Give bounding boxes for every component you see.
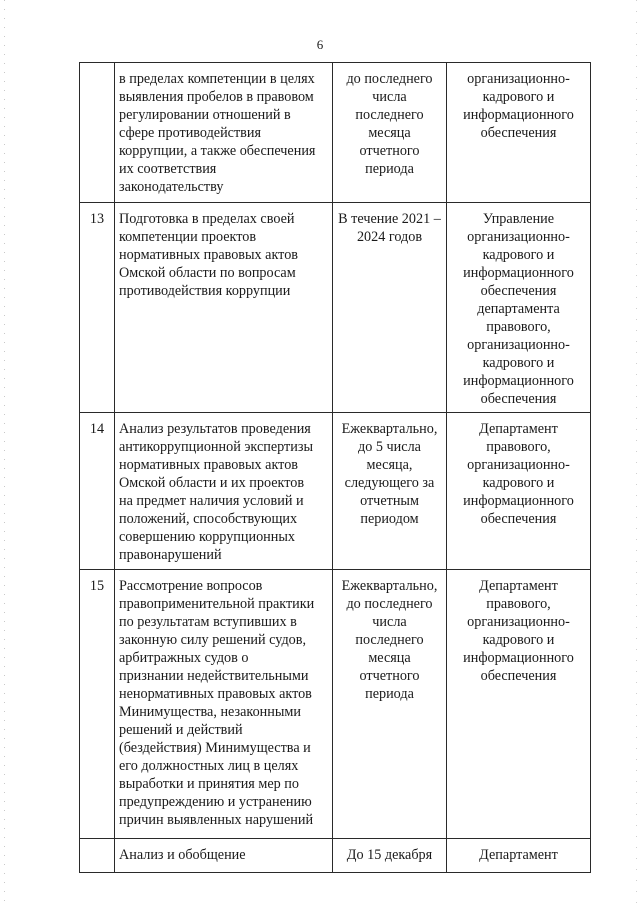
action-line: правонарушений xyxy=(119,547,222,563)
action-line: антикоррупционной экспертизы xyxy=(119,439,313,455)
table-row xyxy=(80,63,591,203)
action-cell xyxy=(115,413,333,570)
table-row xyxy=(80,570,591,839)
responsible-line: Департамент xyxy=(479,421,558,437)
table-row xyxy=(80,413,591,570)
responsible-line: информационного xyxy=(463,107,574,123)
table-row xyxy=(80,839,591,873)
action-plan-table xyxy=(79,62,591,873)
page-number: 6 xyxy=(316,37,324,52)
deadline-line: месяца xyxy=(368,650,411,666)
responsible-line: Управление xyxy=(482,211,555,227)
deadline-line: до последнего xyxy=(346,596,433,612)
action-line: регулировании отношений в xyxy=(119,107,291,123)
action-line: арбитражных судов о xyxy=(119,650,249,666)
responsible-cell xyxy=(447,413,591,570)
responsible-line: информационного xyxy=(463,373,574,389)
action-line: правоприменительной практики xyxy=(119,596,315,612)
responsible-cell xyxy=(447,203,591,413)
deadline-line: последнего xyxy=(355,632,424,648)
responsible-line: организационно- xyxy=(467,229,570,245)
responsible-line: информационного xyxy=(463,493,574,509)
responsible-cell xyxy=(447,63,591,203)
deadline-cell xyxy=(333,570,447,839)
responsible-line: кадрового и xyxy=(482,632,555,648)
deadline-line: числа xyxy=(372,614,407,630)
responsible-cell xyxy=(447,839,591,873)
responsible-line: Департамент xyxy=(479,847,558,863)
item-number-cell xyxy=(80,413,115,570)
action-line: нормативных правовых актов xyxy=(119,457,298,473)
responsible-line: департамента xyxy=(477,301,560,317)
deadline-line: последнего xyxy=(355,107,424,123)
deadline-line: отчетного xyxy=(359,143,420,159)
responsible-line: обеспечения xyxy=(480,511,557,527)
action-cell xyxy=(115,203,333,413)
action-line: выявления пробелов в правовом xyxy=(119,89,314,105)
item-number: 13 xyxy=(89,211,105,227)
deadline-line: месяца, xyxy=(366,457,413,473)
action-line: законодательству xyxy=(119,179,224,195)
action-line: ненормативных правовых актов xyxy=(119,686,312,702)
action-line: по результатам вступивших в xyxy=(119,614,297,630)
action-line: Анализ результатов проведения xyxy=(119,421,311,437)
deadline-cell xyxy=(333,63,447,203)
deadline-cell xyxy=(333,413,447,570)
responsible-cell xyxy=(447,570,591,839)
action-line: противодействия коррупции xyxy=(119,283,291,299)
deadline-line: 2024 годов xyxy=(356,229,423,245)
item-number: 14 xyxy=(89,421,105,437)
deadline-line: До 15 декабря xyxy=(346,847,433,863)
responsible-line: обеспечения xyxy=(480,668,557,684)
deadline-cell xyxy=(333,839,447,873)
action-line: сфере противодействия xyxy=(119,125,261,141)
responsible-line: организационно- xyxy=(467,71,570,87)
action-line: Омской области и их проектов xyxy=(119,475,305,491)
item-number: 15 xyxy=(89,578,105,594)
responsible-line: организационно- xyxy=(467,457,570,473)
item-number-cell xyxy=(80,63,115,203)
responsible-line: Департамент xyxy=(479,578,558,594)
deadline-line: Ежеквартально, xyxy=(341,578,438,594)
deadline-line: периода xyxy=(365,161,414,177)
action-line: их соответствия xyxy=(119,161,217,177)
responsible-line: кадрового и xyxy=(482,247,555,263)
item-number-cell xyxy=(80,839,115,873)
deadline-line: периодом xyxy=(360,511,419,527)
action-line: Подготовка в пределах своей xyxy=(119,211,295,227)
deadline-line: до 5 числа xyxy=(358,439,421,455)
action-line: Минимущества, незаконными xyxy=(119,704,301,720)
deadline-line: отчетным xyxy=(360,493,419,509)
action-line: нормативных правовых актов xyxy=(119,247,298,263)
action-cell xyxy=(115,63,333,203)
scan-margin-left xyxy=(4,0,5,905)
deadline-cell xyxy=(333,203,447,413)
action-line: в пределах компетенции в целях xyxy=(119,71,315,87)
action-line: коррупции, а также обеспечения xyxy=(119,143,316,159)
deadline-line: месяца xyxy=(368,125,411,141)
responsible-line: обеспечения xyxy=(480,283,557,299)
responsible-line: правового, xyxy=(486,596,551,612)
responsible-line: организационно- xyxy=(467,614,570,630)
responsible-line: обеспечения xyxy=(480,125,557,141)
deadline-line: Ежеквартально, xyxy=(341,421,438,437)
deadline-line: следующего за xyxy=(344,475,435,491)
responsible-line: кадрового и xyxy=(482,475,555,491)
responsible-line: информационного xyxy=(463,650,574,666)
action-line: компетенции проектов xyxy=(119,229,257,245)
plan-table-body xyxy=(80,63,591,873)
action-line: положений, способствующих xyxy=(119,511,298,527)
deadline-line: до последнего xyxy=(346,71,433,87)
action-line: предупреждению и устранению xyxy=(119,794,312,810)
table-row xyxy=(80,203,591,413)
action-line: (бездействия) Минимущества и xyxy=(119,740,311,756)
responsible-line: правового, xyxy=(486,319,551,335)
responsible-line: информационного xyxy=(463,265,574,281)
action-line: Анализ и обобщение xyxy=(119,847,246,863)
action-line: его должностных лиц в целях xyxy=(119,758,299,774)
deadline-line: отчетного xyxy=(359,668,420,684)
action-cell xyxy=(115,570,333,839)
responsible-line: правового, xyxy=(486,439,551,455)
deadline-line: периода xyxy=(365,686,414,702)
responsible-line: организационно- xyxy=(467,337,570,353)
item-number-cell xyxy=(80,203,115,413)
action-line: Омской области по вопросам xyxy=(119,265,296,281)
responsible-line: кадрового и xyxy=(482,355,555,371)
scan-margin-right xyxy=(636,0,637,905)
action-line: законную силу решений судов, xyxy=(119,632,307,648)
action-line: совершению коррупционных xyxy=(119,529,295,545)
responsible-line: обеспечения xyxy=(480,391,557,407)
action-line: на предмет наличия условий и xyxy=(119,493,304,509)
item-number-cell xyxy=(80,570,115,839)
action-line: причин выявленных нарушений xyxy=(119,812,314,828)
action-line: решений и действий xyxy=(119,722,243,738)
deadline-line: В течение 2021 – xyxy=(338,211,441,227)
action-cell xyxy=(115,839,333,873)
action-line: признании недействительными xyxy=(119,668,309,684)
responsible-line: кадрового и xyxy=(482,89,555,105)
action-line: Рассмотрение вопросов xyxy=(119,578,263,594)
action-line: выработки и принятия мер по xyxy=(119,776,299,792)
deadline-line: числа xyxy=(372,89,407,105)
